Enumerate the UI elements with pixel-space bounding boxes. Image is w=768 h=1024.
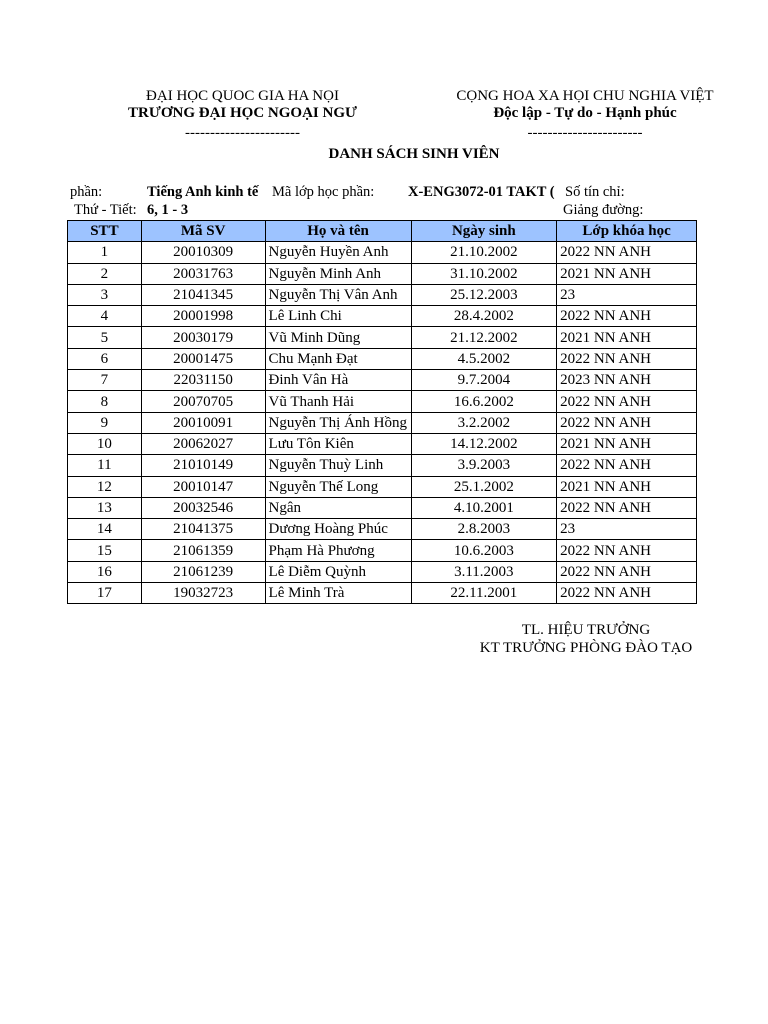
table-row (68, 263, 697, 284)
cell-stt: 3 (68, 284, 142, 305)
header-left-rule: ----------------------- (185, 125, 300, 141)
cell-student-id: 21061239 (141, 561, 265, 582)
cell-stt: 15 (68, 540, 142, 561)
document-title: DANH SÁCH SINH VIÊN (328, 146, 500, 162)
cell-student-id: 20030179 (141, 327, 265, 348)
cell-full-name: Nguyễn Thị Ánh Hồng (265, 412, 411, 433)
course-value: Tiếng Anh kinh tế (147, 184, 259, 200)
university-name: ĐẠI HỌC QUOC GIA HA NỌI (146, 88, 339, 104)
cell-class: 23 (557, 519, 697, 540)
table-row (68, 327, 697, 348)
cell-full-name: Lê Linh Chi (265, 306, 411, 327)
cell-stt: 1 (68, 242, 142, 263)
cell-full-name: Nguyễn Huyền Anh (265, 242, 411, 263)
cell-class: 2022 NN ANH (557, 306, 697, 327)
cell-full-name: Vũ Minh Dũng (265, 327, 411, 348)
cell-birth-date: 21.10.2002 (411, 242, 557, 263)
cell-class: 2021 NN ANH (557, 263, 697, 284)
room-label: Giảng đường: (563, 202, 644, 218)
cell-student-id: 20001475 (141, 348, 265, 369)
table-row (68, 583, 697, 604)
header-right-rule: ----------------------- (527, 125, 643, 141)
table-row (68, 391, 697, 412)
cell-birth-date: 3.11.2003 (411, 561, 557, 582)
class-code-value: X-ENG3072-01 TAKT ( (408, 184, 555, 200)
signature-line-1: TL. HIỆU TRƯỞNG (521, 622, 651, 638)
cell-class: 2022 NN ANH (557, 412, 697, 433)
cell-full-name: Lưu Tôn Kiên (265, 433, 411, 454)
cell-stt: 7 (68, 370, 142, 391)
cell-stt: 10 (68, 433, 142, 454)
cell-birth-date: 28.4.2002 (411, 306, 557, 327)
cell-class: 23 (557, 284, 697, 305)
column-header-full-name: Họ và tên (265, 221, 411, 242)
schedule-value: 6, 1 - 3 (147, 202, 189, 218)
cell-student-id: 20010091 (141, 412, 265, 433)
cell-class: 2022 NN ANH (557, 391, 697, 412)
cell-student-id: 20001998 (141, 306, 265, 327)
cell-student-id: 20010309 (141, 242, 265, 263)
cell-student-id: 21041345 (141, 284, 265, 305)
cell-student-id: 20070705 (141, 391, 265, 412)
cell-student-id: 20010147 (141, 476, 265, 497)
cell-class: 2022 NN ANH (557, 540, 697, 561)
cell-student-id: 20032546 (141, 497, 265, 518)
cell-student-id: 21010149 (141, 455, 265, 476)
table-row (68, 476, 697, 497)
cell-stt: 6 (68, 348, 142, 369)
table-row (68, 455, 697, 476)
signature-line-2: KT TRƯỞNG PHÒNG ĐÀO TẠO (479, 640, 693, 656)
table-row (68, 242, 697, 263)
column-header-birth-date: Ngày sinh (411, 221, 557, 242)
cell-birth-date: 4.10.2001 (411, 497, 557, 518)
cell-stt: 4 (68, 306, 142, 327)
cell-full-name: Đinh Vân Hà (265, 370, 411, 391)
cell-stt: 14 (68, 519, 142, 540)
cell-full-name: Dương Hoàng Phúc (265, 519, 411, 540)
cell-stt: 11 (68, 455, 142, 476)
cell-student-id: 21061359 (141, 540, 265, 561)
cell-full-name: Nguyễn Thị Vân Anh (265, 284, 411, 305)
cell-class: 2023 NN ANH (557, 370, 697, 391)
column-header-class: Lớp khóa học (557, 221, 697, 242)
cell-stt: 9 (68, 412, 142, 433)
table-row (68, 519, 697, 540)
cell-student-id: 19032723 (141, 583, 265, 604)
cell-stt: 16 (68, 561, 142, 582)
table-row (68, 561, 697, 582)
cell-class: 2022 NN ANH (557, 497, 697, 518)
cell-class: 2022 NN ANH (557, 242, 697, 263)
cell-birth-date: 25.1.2002 (411, 476, 557, 497)
cell-full-name: Nguyễn Thuỳ Linh (265, 455, 411, 476)
class-code-label: Mã lớp học phần: (272, 184, 375, 200)
cell-birth-date: 16.6.2002 (411, 391, 557, 412)
cell-stt: 5 (68, 327, 142, 348)
table-row (68, 370, 697, 391)
cell-full-name: Nguyễn Thế Long (265, 476, 411, 497)
table-row (68, 306, 697, 327)
cell-full-name: Vũ Thanh Hải (265, 391, 411, 412)
cell-full-name: Lê Diễm Quỳnh (265, 561, 411, 582)
cell-student-id: 21041375 (141, 519, 265, 540)
column-header-student-id: Mã SV (141, 221, 265, 242)
cell-stt: 17 (68, 583, 142, 604)
cell-full-name: Ngân (265, 497, 411, 518)
cell-birth-date: 10.6.2003 (411, 540, 557, 561)
cell-student-id: 20062027 (141, 433, 265, 454)
cell-birth-date: 31.10.2002 (411, 263, 557, 284)
cell-stt: 13 (68, 497, 142, 518)
cell-birth-date: 3.9.2003 (411, 455, 557, 476)
table-header-row (68, 221, 697, 242)
table-row (68, 497, 697, 518)
table-row (68, 348, 697, 369)
school-name: TRƯƠNG ĐẠI HỌC NGOẠI NGƯ (128, 105, 357, 121)
cell-stt: 2 (68, 263, 142, 284)
cell-birth-date: 4.5.2002 (411, 348, 557, 369)
table-row (68, 433, 697, 454)
national-title: CỌNG HOA XA HỌI CHU NGHIA VIỆT (456, 88, 714, 104)
cell-class: 2022 NN ANH (557, 561, 697, 582)
cell-stt: 8 (68, 391, 142, 412)
cell-student-id: 20031763 (141, 263, 265, 284)
cell-birth-date: 9.7.2004 (411, 370, 557, 391)
cell-class: 2021 NN ANH (557, 476, 697, 497)
cell-student-id: 22031150 (141, 370, 265, 391)
cell-full-name: Lê Minh Trà (265, 583, 411, 604)
table-row (68, 284, 697, 305)
cell-stt: 12 (68, 476, 142, 497)
table-row (68, 540, 697, 561)
cell-class: 2021 NN ANH (557, 433, 697, 454)
cell-birth-date: 14.12.2002 (411, 433, 557, 454)
column-header-stt: STT (68, 221, 142, 242)
cell-birth-date: 3.2.2002 (411, 412, 557, 433)
national-motto: Độc lập - Tự do - Hạnh phúc (493, 105, 677, 121)
student-table (67, 220, 697, 604)
cell-full-name: Phạm Hà Phương (265, 540, 411, 561)
credits-label: Số tín chỉ: (565, 184, 625, 200)
table-row (68, 412, 697, 433)
cell-class: 2022 NN ANH (557, 455, 697, 476)
course-label: phần: (70, 184, 103, 200)
cell-class: 2022 NN ANH (557, 583, 697, 604)
cell-class: 2022 NN ANH (557, 348, 697, 369)
cell-birth-date: 22.11.2001 (411, 583, 557, 604)
cell-full-name: Nguyễn Minh Anh (265, 263, 411, 284)
cell-class: 2021 NN ANH (557, 327, 697, 348)
cell-birth-date: 25.12.2003 (411, 284, 557, 305)
cell-full-name: Chu Mạnh Đạt (265, 348, 411, 369)
schedule-label: Thứ - Tiết: (74, 202, 137, 218)
cell-birth-date: 2.8.2003 (411, 519, 557, 540)
cell-birth-date: 21.12.2002 (411, 327, 557, 348)
